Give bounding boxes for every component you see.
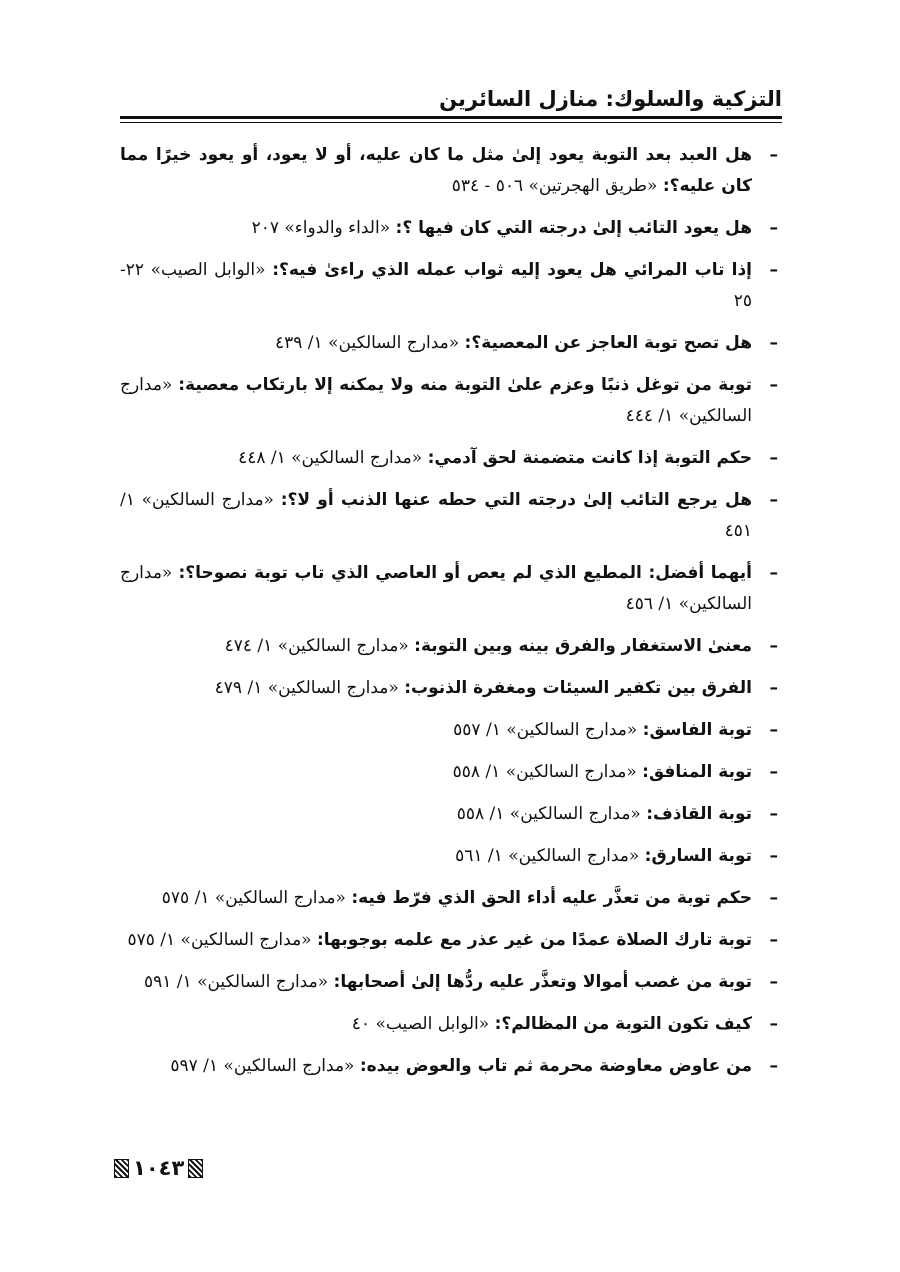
index-entry: [120, 631, 782, 662]
entry-question: من عاوض معاوضة محرمة ثم تاب والعوض بيده:: [359, 1056, 752, 1076]
page-number: ١٠٤٣: [133, 1156, 185, 1180]
index-entry: [120, 1009, 782, 1040]
entry-source: «الوابل الصيب» ٤٠: [351, 1014, 490, 1034]
entry-source: «مدارج السالكين» ١/ ٥٩١: [143, 972, 329, 992]
entry-source: «مدارج السالكين» ١/ ٥٥٧: [453, 720, 638, 740]
entry-source: «مدارج السالكين» ١/ ٤٣٩: [275, 333, 460, 353]
ornament-right: [188, 1159, 203, 1178]
entry-source: «مدارج السالكين» ١/ ٥٦١: [455, 846, 640, 866]
entry-question: هل العبد بعد التوبة يعود إلىٰ مثل ما كان عليه، أو لا يعود، أو يعود خيرًا مما كان عليه؟:: [120, 145, 752, 196]
entry-question: توبة المنافق:: [642, 762, 752, 782]
entry-question: توبة السارق:: [644, 846, 752, 866]
ornament-left: [114, 1159, 129, 1178]
entry-question: توبة من توغل ذنبًا وعزم علىٰ التوبة منه ولا يمكنه إلا بارتكاب معصية:: [178, 375, 753, 395]
header-rule-thin: [120, 122, 782, 123]
entry-source: «مدارج السالكين» ١/ ٥٩٧: [170, 1056, 355, 1076]
entry-question: حكم توبة من تعذَّر عليه أداء الحق الذي فرّط فيه:: [351, 888, 752, 908]
index-entry: [120, 558, 782, 620]
entry-question: هل يرجع التائب إلىٰ درجته التي حطه عنها الذنب أو لا؟:: [280, 490, 753, 510]
index-entries-list: [120, 140, 782, 1093]
index-entry: [120, 883, 782, 914]
entry-source: «مدارج السالكين» ١/ ٤٥٦: [120, 563, 752, 614]
index-entry: [120, 255, 782, 317]
header-rule-thick: [120, 116, 782, 119]
entry-question: حكم التوبة إذا كانت متضمنة لحق آدمي:: [427, 448, 752, 468]
entry-question: هل يعود التائب إلىٰ درجته التي كان فيها ؟:: [395, 218, 752, 238]
entry-source: «مدارج السالكين» ١/ ٥٧٥: [127, 930, 312, 950]
entry-question: الفرق بين تكفير السيئات ومغفرة الذنوب:: [404, 678, 752, 698]
index-entry: [120, 213, 782, 244]
entry-source: «طريق الهجرتين» ٥٠٦ - ٥٣٤: [451, 176, 658, 196]
index-entry: [120, 328, 782, 359]
index-entry: [120, 799, 782, 830]
index-entry: [120, 967, 782, 998]
entry-question: توبة تارك الصلاة عمدًا من غير عذر مع علمه بوجوبها:: [316, 930, 752, 950]
entry-source: «مدارج السالكين» ١/ ٤٧٤: [224, 636, 409, 656]
entry-question: توبة من غصب أموالا وتعذَّر عليه ردُّها إلىٰ أصحابها:: [333, 972, 752, 992]
entry-source: «الوابل الصيب» ٢٢- ٢٥: [120, 260, 752, 311]
entry-question: معنىٰ الاستغفار والفرق بينه وبين التوبة:: [414, 636, 752, 656]
entry-source: «مدارج السالكين» ١/ ٤٤٤: [120, 375, 752, 426]
entry-question: هل تصح توبة العاجز عن المعصية؟:: [464, 333, 752, 353]
entry-question: أيهما أفضل: المطيع الذي لم يعص أو العاصي الذي تاب توبة نصوحا؟:: [178, 563, 752, 583]
entry-source: «مدارج السالكين» ١/ ٤٧٩: [214, 678, 399, 698]
entry-source: «مدارج السالكين» ١/ ٥٧٥: [161, 888, 346, 908]
entry-source: «مدارج السالكين» ١/ ٤٥١: [120, 490, 752, 541]
index-entry: [120, 673, 782, 704]
index-entry: [120, 925, 782, 956]
page-folio: [114, 1156, 203, 1180]
entry-question: توبة القاذف:: [646, 804, 752, 824]
entry-question: توبة الفاسق:: [642, 720, 752, 740]
running-header: التزكية والسلوك: منازل السائرين: [439, 87, 782, 111]
index-entry: [120, 485, 782, 547]
entry-source: «الداء والدواء» ٢٠٧: [251, 218, 391, 238]
index-entry: [120, 140, 782, 202]
index-entry: [120, 443, 782, 474]
entry-source: «مدارج السالكين» ١/ ٥٥٨: [456, 804, 641, 824]
entry-source: «مدارج السالكين» ١/ ٤٤٨: [238, 448, 423, 468]
entry-source: «مدارج السالكين» ١/ ٥٥٨: [452, 762, 637, 782]
entry-question: إذا تاب المرائي هل يعود إليه ثواب عمله الذي راءىٰ فيه؟:: [272, 260, 752, 280]
index-entry: [120, 715, 782, 746]
index-entry: [120, 370, 782, 432]
index-entry: [120, 757, 782, 788]
index-entry: [120, 841, 782, 872]
index-entry: [120, 1051, 782, 1082]
entry-question: كيف تكون التوبة من المظالم؟:: [494, 1014, 752, 1034]
